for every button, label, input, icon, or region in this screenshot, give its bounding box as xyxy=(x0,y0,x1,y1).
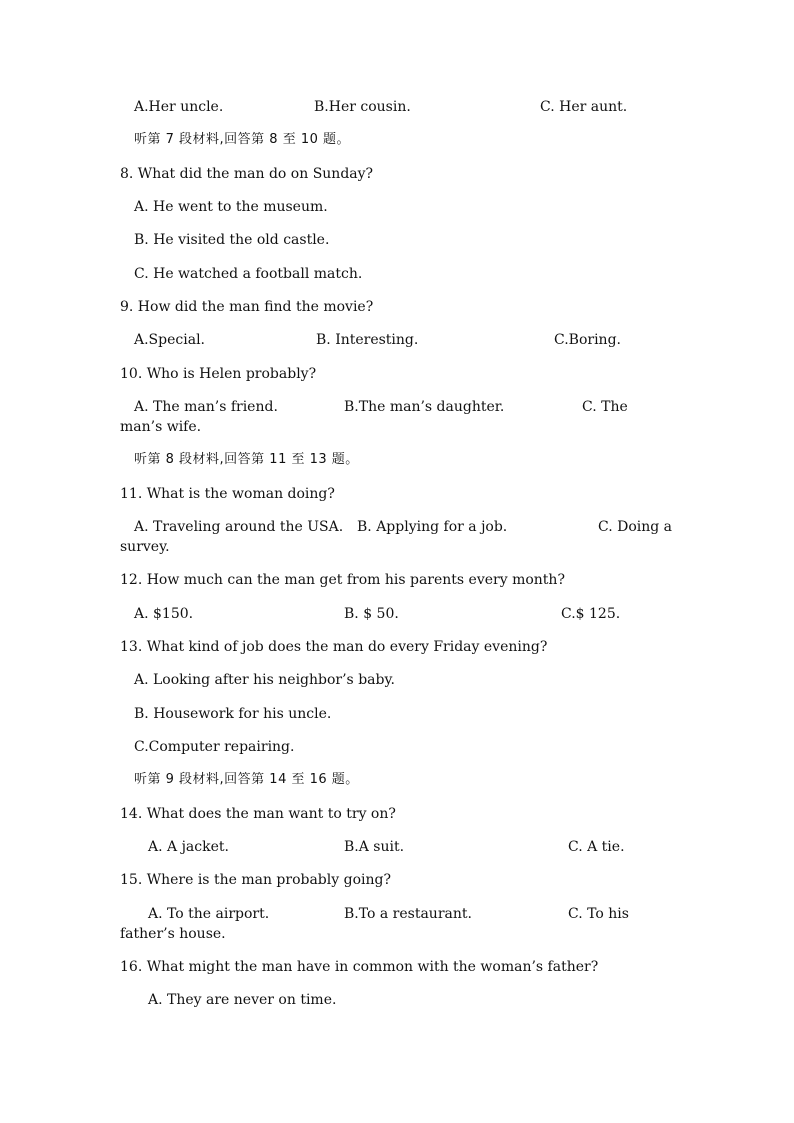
section-9-text: 听第 9 段材料,回答第 14 至 16 题。 xyxy=(134,772,359,787)
q8-option-a: A. He went to the museum. xyxy=(134,199,328,215)
q12-option-a: A. $150. xyxy=(134,606,194,622)
q12-options-row xyxy=(0,604,794,624)
q7-options-row xyxy=(0,97,794,117)
q7-option-c: C. Her aunt. xyxy=(540,99,628,115)
q15-question-text: 15. Where is the man probably going? xyxy=(120,872,391,888)
q12-question xyxy=(0,570,794,590)
q12-question-text: 12. How much can the man get from his parents every month? xyxy=(120,572,565,588)
q11-question xyxy=(0,484,794,504)
q8-question xyxy=(0,164,794,184)
q15-options-row xyxy=(0,904,794,924)
q8-option-a-row xyxy=(0,197,794,217)
section-9-heading xyxy=(0,770,794,790)
q10-question xyxy=(0,364,794,384)
q14-option-b: B.A suit. xyxy=(344,839,405,855)
q11-question-text: 11. What is the woman doing? xyxy=(120,486,335,502)
section-7-heading xyxy=(0,130,794,150)
q10-question-text: 10. Who is Helen probably? xyxy=(120,366,317,382)
q16-question xyxy=(0,957,794,977)
q13-question xyxy=(0,637,794,657)
q13-option-b-row xyxy=(0,704,794,724)
q15-option-b: B.To a restaurant. xyxy=(344,906,472,922)
q14-question xyxy=(0,804,794,824)
section-7-text: 听第 7 段材料,回答第 8 至 10 题。 xyxy=(134,132,351,147)
q13-option-c-row xyxy=(0,737,794,757)
q10-option-b: B.The man’s daughter. xyxy=(344,399,505,415)
q13-question-text: 13. What kind of job does the man do every Friday evening? xyxy=(120,639,548,655)
section-8-text: 听第 8 段材料,回答第 11 至 13 题。 xyxy=(134,452,359,467)
q9-question-text: 9. How did the man find the movie? xyxy=(120,299,374,315)
q16-question-text: 16. What might the man have in common with the woman’s father? xyxy=(120,959,599,975)
q10-option-a: A. The man’s friend. xyxy=(134,399,278,415)
q10-options-row xyxy=(0,397,794,417)
q15-option-c-continued xyxy=(0,924,794,944)
q15-option-c-line2: father’s house. xyxy=(120,926,226,942)
q16-option-a: A. They are never on time. xyxy=(148,992,337,1008)
q7-option-b: B.Her cousin. xyxy=(314,99,411,115)
q10-option-c-continued xyxy=(0,417,794,437)
q8-option-b-row xyxy=(0,230,794,250)
q13-option-a: A. Looking after his neighbor’s baby. xyxy=(134,672,395,688)
q15-option-c: C. To his xyxy=(568,906,629,922)
q14-option-a: A. A jacket. xyxy=(148,839,229,855)
q13-option-c: C.Computer repairing. xyxy=(134,739,295,755)
q9-option-b: B. Interesting. xyxy=(316,332,419,348)
q14-question-text: 14. What does the man want to try on? xyxy=(120,806,396,822)
q13-option-a-row xyxy=(0,670,794,690)
q14-options-row xyxy=(0,837,794,857)
q10-option-c: C. The xyxy=(582,399,628,415)
q16-option-a-row xyxy=(0,990,794,1010)
q8-option-b: B. He visited the old castle. xyxy=(134,232,330,248)
q9-options-row xyxy=(0,330,794,350)
q10-option-c-line2: man’s wife. xyxy=(120,419,202,435)
q12-option-b: B. $ 50. xyxy=(344,606,399,622)
q11-options-row xyxy=(0,517,794,537)
q11-option-c-continued xyxy=(0,537,794,557)
q11-option-c: C. Doing a xyxy=(598,519,673,535)
section-8-heading xyxy=(0,450,794,470)
q11-option-a: A. Traveling around the USA. xyxy=(134,519,344,535)
q14-option-c: C. A tie. xyxy=(568,839,625,855)
q9-question xyxy=(0,297,794,317)
q8-option-c: C. He watched a football match. xyxy=(134,266,363,282)
q8-option-c-row xyxy=(0,264,794,284)
q7-option-a: A.Her uncle. xyxy=(134,99,224,115)
q11-option-c-line2: survey. xyxy=(120,539,170,555)
q15-question xyxy=(0,870,794,890)
q8-question-text: 8. What did the man do on Sunday? xyxy=(120,166,374,182)
q9-option-a: A.Special. xyxy=(134,332,205,348)
q11-option-b: B. Applying for a job. xyxy=(357,519,508,535)
q12-option-c: C.$ 125. xyxy=(561,606,621,622)
q13-option-b: B. Housework for his uncle. xyxy=(134,706,332,722)
q9-option-c: C.Boring. xyxy=(554,332,621,348)
q15-option-a: A. To the airport. xyxy=(148,906,270,922)
